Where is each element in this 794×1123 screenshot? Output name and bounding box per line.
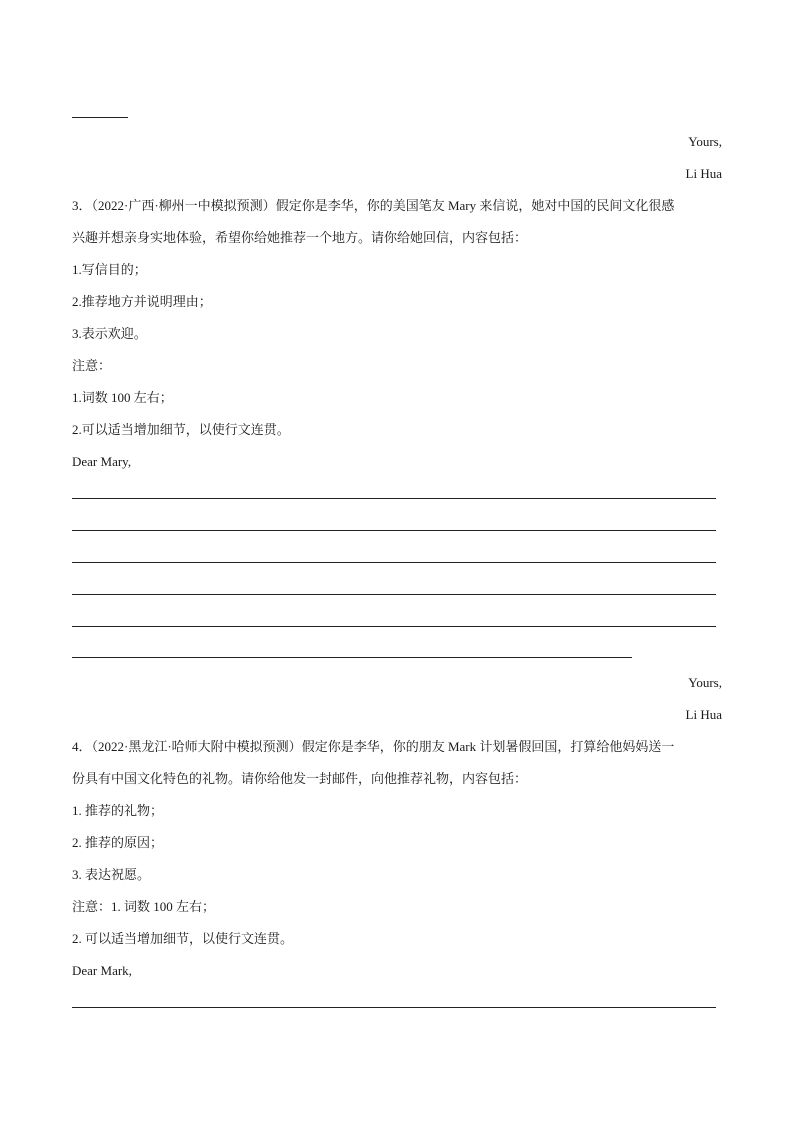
closing-yours: Yours, [688, 134, 722, 149]
q3-answer-line-last [72, 657, 632, 658]
signature-name: Li Hua [685, 707, 722, 722]
q4-answer-line [72, 1007, 716, 1008]
q4-point-1: 1. 推荐的礼物； [72, 803, 164, 818]
q4-point-3: 3. 表达祝愿。 [72, 867, 151, 882]
q3-answer-line [72, 594, 716, 595]
q3-prompt-line-1 [72, 198, 722, 214]
q4-prompt-line-2: 份具有中国文化特色的礼物。请你给他发一封邮件，向他推荐礼物，内容包括： [72, 771, 528, 786]
q4-point-2: 2. 推荐的原因； [72, 835, 164, 850]
q4-source: （2022·黑龙江·哈师大附中模拟预测） [91, 739, 302, 754]
q4-prompt-line-1 [72, 739, 722, 755]
q3-point-2: 2.推荐地方并说明理由； [72, 294, 212, 309]
q3-prompt-line-2: 兴趣并想亲身实地体验，希望你给她推荐一个地方。请你给她回信，内容包括： [72, 230, 528, 245]
q3-answer-line [72, 530, 716, 531]
closing-yours: Yours, [688, 675, 722, 690]
q3-note-2: 2.可以适当增加细节，以使行文连贯。 [72, 422, 290, 437]
signature-name: Li Hua [685, 166, 722, 181]
q3-number: 3． [72, 198, 92, 213]
q3-point-3: 3.表示欢迎。 [72, 326, 147, 341]
q3-answer-line [72, 562, 716, 563]
q3-note-title: 注意： [72, 358, 112, 373]
q4-greeting: Dear Mark, [72, 963, 132, 978]
answer-line-short [72, 117, 128, 118]
q4-note-2: 2. 可以适当增加细节，以使行文连贯。 [72, 931, 294, 946]
q3-greeting: Dear Mary, [72, 454, 132, 469]
q4-note-1: 注意：1. 词数 100 左右； [72, 899, 216, 914]
q3-answer-line [72, 498, 716, 499]
q4-prompt-text-1: 假定你是李华，你的朋友 Mark 计划暑假回国，打算给他妈妈送一 [301, 739, 675, 754]
q3-prompt-text-1: 假定你是李华，你的美国笔友 Mary 来信说，她对中国的民间文化很感 [275, 198, 675, 213]
q4-number: 4． [72, 739, 92, 754]
q3-note-1: 1.词数 100 左右； [72, 390, 173, 405]
q3-answer-line [72, 626, 716, 627]
q3-source: （2022·广西·柳州一中模拟预测） [91, 198, 276, 213]
q3-point-1: 1.写信目的； [72, 262, 147, 277]
